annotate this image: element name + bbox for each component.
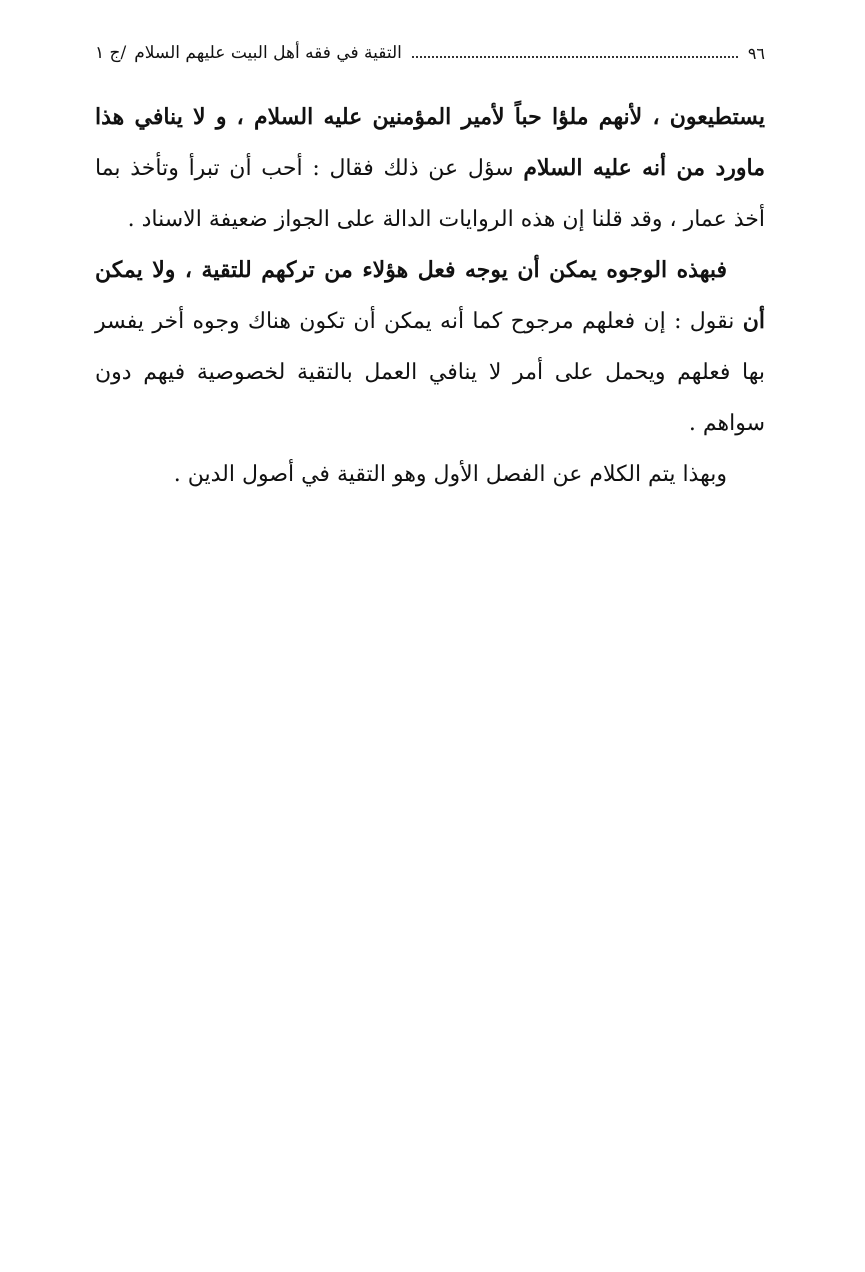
paragraph-2	[95, 245, 765, 449]
paragraph-3-text: وبهذا يتم الكلام عن الفصل الأول وهو التقية في أصول الدين .	[173, 462, 727, 487]
running-header	[95, 38, 765, 68]
paragraph-1	[95, 92, 765, 245]
book-title: التقية في فقه أهل البيت عليهم السلام	[134, 43, 402, 63]
paragraph-1-text: سؤل عن ذلك فقال : أحب أن تبرأ وتأخذ بما أخذ عمار ، وقد قلنا إن هذه الروايات الدالة على الجواز ضعيفة الاسناد .	[95, 156, 765, 232]
body-text	[95, 92, 765, 500]
page-number: ٩٦	[747, 43, 765, 63]
paragraph-2-lead: فبهذه الوجوه يمكن أن يوجه فعل هؤلاء من تركهم للتقية ، ولا يمكن أن	[95, 257, 765, 334]
paragraph-1-lead: يستطيعون ، لأنهم ملؤا حباً لأمير المؤمنين عليه السلام ، و لا ينافي هذا ماورد من أنه عليه السلام	[95, 104, 765, 181]
volume-number: /ج ١	[95, 43, 127, 63]
paragraph-3	[95, 449, 765, 500]
paragraph-2-text: نقول : إن فعلهم مرجوح كما أنه يمكن أن تكون هناك وجوه أخر يفسر بها فعلهم ويحمل على أمر لا ينافي العمل بالتقية لخصوصية فيهم دون سواهم .	[95, 309, 765, 436]
dotted-leader	[412, 56, 738, 58]
